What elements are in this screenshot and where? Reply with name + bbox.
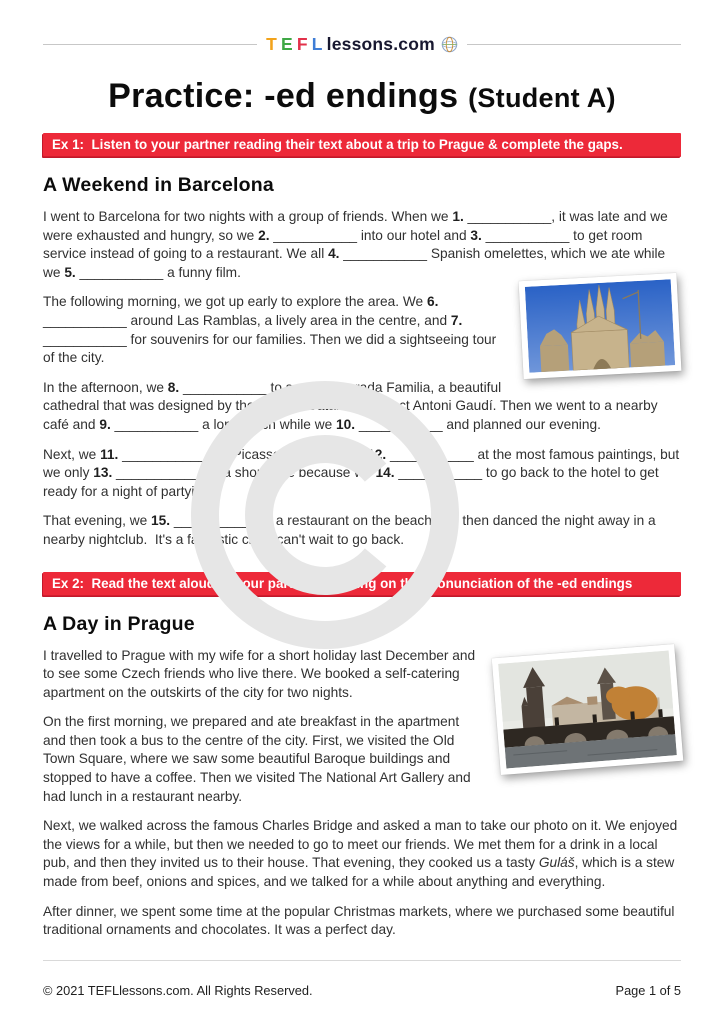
charles-bridge-photo bbox=[492, 644, 684, 775]
footer-page-number: Page 1 of 5 bbox=[615, 983, 681, 998]
ex2-paragraph-2: On the first morning, we prepared and ate breakfast in the apartment and then took a bus to the centre of the city. First, we visited the Old Town Square, where we saw some beautiful Baroque buildings and stopped to have a coffee. Then we visited The National Art Gallery and had lunch in a restaurant nearby. bbox=[43, 714, 471, 804]
sagrada-familia-photo bbox=[519, 273, 682, 379]
ex2-paragraph-1 bbox=[43, 647, 681, 703]
logo-letter-l: L bbox=[311, 34, 323, 54]
page-title-suffix: (Student A) bbox=[468, 83, 616, 113]
logo-text: lessons.com bbox=[326, 34, 435, 54]
page-footer bbox=[43, 960, 681, 998]
ex2-paragraph-1-text: I travelled to Prague with my wife for a short holiday last December and to see some Czech friends who live there. We booked a self-catering apartment on the outskirts of the city for two nights. bbox=[43, 647, 476, 700]
ex2-paragraph-4: After dinner, we spent some time at the popular Christmas markets, where we purchased some beautiful traditional ornaments and chocolates. It was a perfect day. bbox=[43, 903, 675, 938]
ex1-paragraph-2 bbox=[43, 293, 681, 367]
ex1-paragraph-4: Next, we 11. ___________ the Picasso Museum and 12. ___________ at the most famous paintings, but we only 13. ___________ for a short time because we 14. ___________ to go back to the hotel to get ready for a night of partying. bbox=[43, 446, 680, 499]
globe-icon bbox=[441, 36, 458, 53]
site-logo bbox=[266, 34, 458, 55]
logo-letter-f: F bbox=[296, 34, 308, 54]
footer-copyright: © 2021 TEFLlessons.com. All Rights Reserved. bbox=[43, 983, 313, 998]
ex2-heading: A Day in Prague bbox=[43, 612, 195, 635]
header-rule-left bbox=[43, 44, 257, 45]
ex1-paragraph-2-text: The following morning, we got up early to explore the area. We 6. ___________ around Las Ramblas, a lively area in the centre, and 7. ___________ for souvenirs for our families. Then we did a sightseeing tour of the city. bbox=[43, 294, 497, 366]
ex1-paragraph-1: I went to Barcelona for two nights with a group of friends. When we 1. ___________, it was late and we were exhausted and hungry, so we 2. ___________ into our hotel and 3. ___________ to get room service instead of going to a restaurant. We all 4. ___________ Spanish omelettes, which we ate while we 5. ___________ a funny film. bbox=[43, 209, 668, 280]
ex1-heading: A Weekend in Barcelona bbox=[43, 174, 274, 196]
ex1-paragraph-5: That evening, we 15. ___________ in a restaurant on the beach and then danced the night away in a nearby nightclub. It's a fantastic city. I can't wait to go back. bbox=[43, 513, 656, 547]
header-rule-right bbox=[467, 44, 681, 45]
ex1-paragraph-3: In the afternoon, we 8. ___________ to see La Sagrada Familia, a beautiful cathedral that was designed by the famous Catalan architect Antoni Gaudí. Then we went to a nearby café and 9. ___________ a long lunch while we 10. ___________ and planned our evening. bbox=[43, 379, 658, 432]
ex2-instruction-banner: Ex 2: Read the text aloud to your partner, focusing on the pronunciation of the -ed endings bbox=[43, 572, 681, 596]
logo-letter-t: T bbox=[266, 34, 278, 54]
logo-letter-e: E bbox=[281, 34, 293, 54]
masthead bbox=[43, 0, 681, 55]
ex1-instruction-banner: Ex 1: Listen to your partner reading their text about a trip to Prague & complete the gaps. bbox=[43, 133, 681, 157]
page-title bbox=[43, 77, 681, 116]
ex2-paragraph-3: Next, we walked across the famous Charles Bridge and asked a man to take our photo on it. We enjoyed the views for a while, but then we needed to go to meet our friends. We met them for a drink in a local pub, and then they invited us to their house. That evening, they cooked us a tasty Guláš, which is a stew made from beef, onions and spices, and we talked for a while about anything and everything. bbox=[43, 818, 678, 890]
page-title-main: Practice: -ed endings bbox=[108, 77, 459, 115]
